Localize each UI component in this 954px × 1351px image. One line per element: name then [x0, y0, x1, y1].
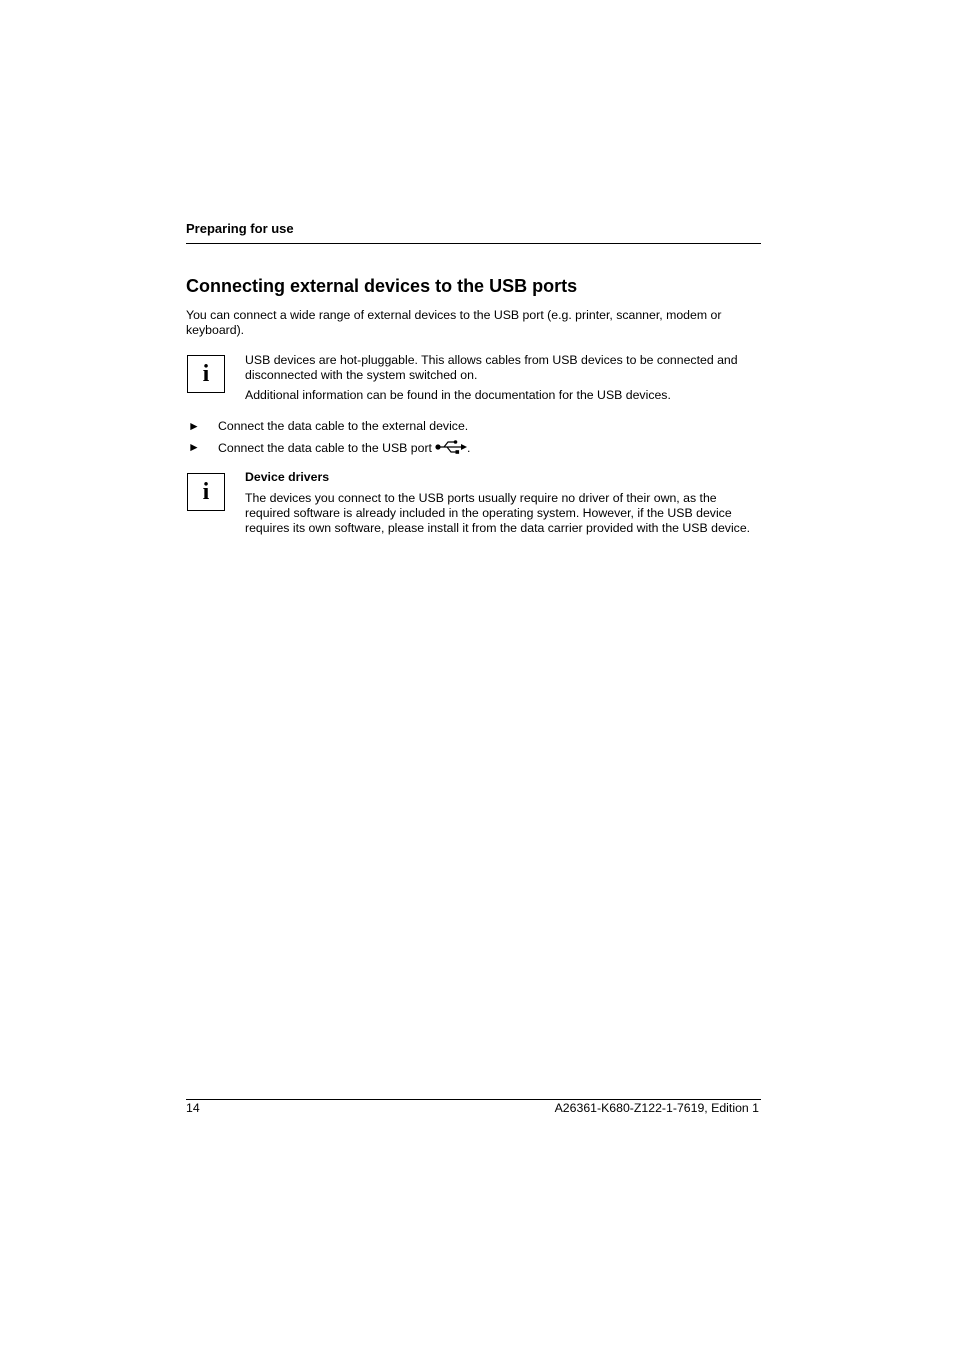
header-divider: [186, 243, 761, 244]
step-suffix: .: [466, 441, 471, 455]
footer-divider: [186, 1099, 761, 1100]
info-note-text: The devices you connect to the USB ports usually require no driver of their own, as the required software is already included in the operating system. However, if the USB device requires its own software, please install it from the data carrier provided with the USB device.: [245, 491, 751, 535]
info-icon: [187, 355, 225, 393]
info-note-title: Device drivers: [245, 470, 330, 484]
step-marker: ►: [188, 419, 200, 433]
info-icon: [187, 473, 225, 511]
intro-paragraph: You can connect a wide range of external devices to the USB port (e.g. printer, scanner, modem or keyboard).: [186, 308, 722, 337]
document-id: A26361-K680-Z122-1-7619, Edition 1: [554, 1101, 759, 1115]
page-heading: Connecting external devices to the USB ports: [186, 276, 578, 296]
info-icon-letter: i: [202, 361, 210, 387]
info-note-text-2: Additional information can be found in the documentation for the USB devices.: [245, 388, 671, 402]
step-item: [218, 440, 470, 458]
step-text: Connect the data cable to the USB port: [218, 441, 432, 455]
step-item: Connect the data cable to the external device.: [218, 419, 469, 433]
info-note-text: USB devices are hot-pluggable. This allows cables from USB devices to be connected and disconnected with the system switched on.: [245, 353, 738, 382]
info-icon-letter: i: [202, 479, 210, 505]
section-title: Preparing for use: [186, 221, 294, 236]
usb-icon: [435, 440, 467, 458]
step-marker: ►: [188, 440, 200, 454]
page-number: 14: [186, 1101, 200, 1115]
